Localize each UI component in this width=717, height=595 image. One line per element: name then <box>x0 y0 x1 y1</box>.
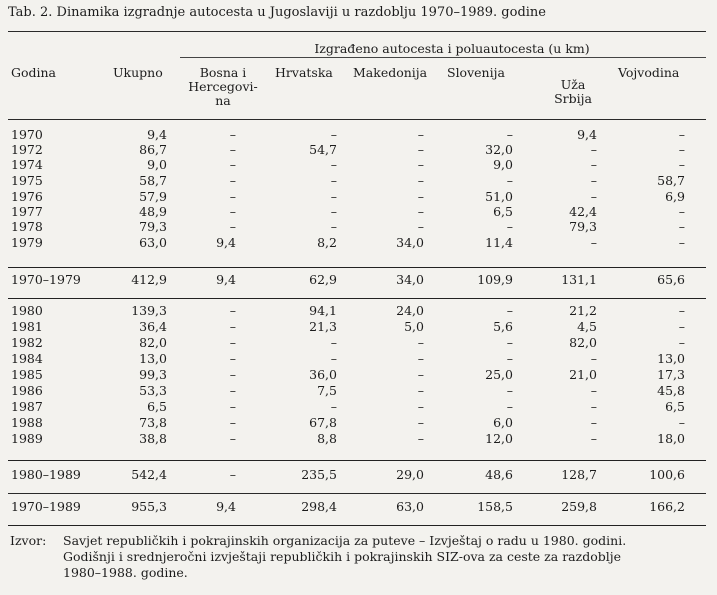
cell-slovenija: – <box>506 335 513 350</box>
cell-hrvatska: 62,9 <box>309 272 337 287</box>
cell-godina: 1985 <box>11 367 43 382</box>
cell-ukupno: 48,9 <box>139 204 167 219</box>
cell-ukupno: 79,3 <box>139 219 167 234</box>
cell-ukupno: 955,3 <box>131 499 167 514</box>
cell-godina: 1976 <box>11 189 43 204</box>
cell-vojvodina: 45,8 <box>657 383 685 398</box>
cell-ukupno: 99,3 <box>139 367 167 382</box>
header-bih-line1: Bosna i <box>199 65 247 80</box>
cell-vojvodina: 100,6 <box>649 467 685 482</box>
header-bottom-rule <box>8 119 706 120</box>
cell-hrvatska: 235,5 <box>301 467 337 482</box>
cell-slovenija: – <box>506 173 513 188</box>
cell-godina: 1977 <box>11 204 43 219</box>
cell-uza-srbija: 4,5 <box>577 319 597 334</box>
cell-uza-srbija: – <box>590 173 597 188</box>
cell-godina: 1988 <box>11 415 43 430</box>
source-line-3: 1980–1988. godine. <box>63 565 188 580</box>
rule-before-total-1980-1989 <box>8 460 706 461</box>
cell-vojvodina: 58,7 <box>657 173 685 188</box>
cell-hrvatska: – <box>330 189 337 204</box>
cell-ukupno: 13,0 <box>139 351 167 366</box>
cell-godina: 1986 <box>11 383 43 398</box>
cell-slovenija: – <box>506 399 513 414</box>
cell-makedonija: 29,0 <box>396 467 424 482</box>
cell-godina: 1989 <box>11 431 43 446</box>
cell-hrvatska: 36,0 <box>309 367 337 382</box>
cell-hrvatska: 8,2 <box>317 235 337 250</box>
cell-godina: 1984 <box>11 351 43 366</box>
cell-uza-srbija: 131,1 <box>561 272 597 287</box>
cell-slovenija: 25,0 <box>485 367 513 382</box>
cell-vojvodina: – <box>678 319 685 334</box>
cell-ukupno: 73,8 <box>139 415 167 430</box>
cell-godina: 1979 <box>11 235 43 250</box>
cell-slovenija: 109,9 <box>477 272 513 287</box>
table-caption: Tab. 2. Dinamika izgradnje autocesta u Jugoslaviji u razdoblju 1970–1989. godine <box>8 5 547 20</box>
cell-vojvodina: – <box>678 235 685 250</box>
cell-makedonija: – <box>417 415 424 430</box>
cell-ukupno: 82,0 <box>139 335 167 350</box>
source-label: Izvor: <box>10 533 47 548</box>
cell-bih: – <box>229 399 236 414</box>
cell-slovenija: – <box>506 219 513 234</box>
cell-vojvodina: 13,0 <box>657 351 685 366</box>
cell-ukupno: 58,7 <box>139 173 167 188</box>
cell-ukupno: 63,0 <box>139 235 167 250</box>
cell-godina: 1974 <box>11 157 43 172</box>
cell-vojvodina: – <box>678 303 685 318</box>
cell-hrvatska: 7,5 <box>317 383 337 398</box>
cell-bih: – <box>229 189 236 204</box>
cell-makedonija: – <box>417 142 424 157</box>
cell-ukupno: 53,3 <box>139 383 167 398</box>
source-line-1: Savjet republičkih i pokrajinskih organizacija za puteve – Izvještaj o radu u 1980. godini. <box>63 533 627 548</box>
header-makedonija: Makedonija <box>353 65 428 80</box>
cell-bih: – <box>229 319 236 334</box>
cell-uza-srbija: – <box>590 235 597 250</box>
cell-bih: – <box>229 431 236 446</box>
cell-ukupno: 139,3 <box>131 303 167 318</box>
cell-makedonija: – <box>417 367 424 382</box>
cell-hrvatska: – <box>330 127 337 142</box>
cell-uza-srbija: 9,4 <box>577 127 597 142</box>
cell-godina: 1978 <box>11 219 43 234</box>
cell-bih: 9,4 <box>216 235 236 250</box>
cell-makedonija: – <box>417 431 424 446</box>
cell-makedonija: – <box>417 127 424 142</box>
cell-uza-srbija: – <box>590 189 597 204</box>
cell-vojvodina: 166,2 <box>649 499 685 514</box>
cell-uza-srbija: – <box>590 399 597 414</box>
cell-uza-srbija: – <box>590 415 597 430</box>
header-srbija-line2: Srbija <box>554 91 592 106</box>
cell-hrvatska: 67,8 <box>309 415 337 430</box>
cell-slovenija: 5,6 <box>493 319 513 334</box>
cell-makedonija: – <box>417 189 424 204</box>
cell-uza-srbija: 42,4 <box>569 204 597 219</box>
cell-bih: – <box>229 157 236 172</box>
cell-makedonija: – <box>417 335 424 350</box>
cell-makedonija: – <box>417 383 424 398</box>
cell-bih: – <box>229 367 236 382</box>
cell-hrvatska: 94,1 <box>309 303 337 318</box>
cell-makedonija: – <box>417 219 424 234</box>
header-bih-line3: na <box>215 93 231 108</box>
cell-uza-srbija: – <box>590 351 597 366</box>
cell-ukupno: 86,7 <box>139 142 167 157</box>
cell-bih: – <box>229 219 236 234</box>
cell-ukupno: 6,5 <box>147 399 167 414</box>
cell-slovenija: 6,0 <box>493 415 513 430</box>
cell-hrvatska: – <box>330 173 337 188</box>
cell-bih: – <box>229 127 236 142</box>
cell-slovenija: 51,0 <box>485 189 513 204</box>
cell-godina: 1970 <box>11 127 43 142</box>
header-srbija-line1: Uža <box>560 77 586 92</box>
cell-bih: – <box>229 415 236 430</box>
header-hrvatska: Hrvatska <box>275 65 333 80</box>
cell-hrvatska: 298,4 <box>301 499 337 514</box>
cell-vojvodina: – <box>678 415 685 430</box>
cell-hrvatska: – <box>330 219 337 234</box>
cell-ukupno: 9,0 <box>147 157 167 172</box>
cell-godina: 1972 <box>11 142 43 157</box>
cell-makedonija: – <box>417 157 424 172</box>
cell-vojvodina: 6,9 <box>665 189 685 204</box>
cell-uza-srbija: 259,8 <box>561 499 597 514</box>
cell-hrvatska: 8,8 <box>317 431 337 446</box>
cell-slovenija: – <box>506 383 513 398</box>
cell-bih: – <box>229 467 236 482</box>
top-rule <box>8 31 706 32</box>
cell-slovenija: – <box>506 303 513 318</box>
cell-vojvodina: – <box>678 142 685 157</box>
source-line-2: Godišnji i srednjeročni izvještaji republičkih i pokrajinskih SIZ-ova za ceste za razdoblje <box>63 549 622 564</box>
cell-uza-srbija: 82,0 <box>569 335 597 350</box>
cell-uza-srbija: – <box>590 383 597 398</box>
cell-vojvodina: – <box>678 127 685 142</box>
cell-slovenija: 11,4 <box>485 235 513 250</box>
cell-bih: – <box>229 383 236 398</box>
spanning-header-rule <box>180 57 706 58</box>
cell-bih: – <box>229 204 236 219</box>
cell-vojvodina: – <box>678 335 685 350</box>
rule-after-grand-total <box>8 525 706 526</box>
cell-bih: – <box>229 173 236 188</box>
header-godina: Godina <box>11 65 57 80</box>
header-vojvodina: Vojvodina <box>618 65 680 80</box>
cell-godina: 1980–1989 <box>11 467 81 482</box>
cell-slovenija: 48,6 <box>485 467 513 482</box>
header-slovenija: Slovenija <box>447 65 505 80</box>
cell-hrvatska: 54,7 <box>309 142 337 157</box>
cell-slovenija: 6,5 <box>493 204 513 219</box>
cell-bih: 9,4 <box>216 272 236 287</box>
cell-makedonija: 63,0 <box>396 499 424 514</box>
cell-ukupno: 36,4 <box>139 319 167 334</box>
cell-slovenija: – <box>506 351 513 366</box>
cell-godina: 1982 <box>11 335 43 350</box>
cell-hrvatska: – <box>330 351 337 366</box>
cell-slovenija: 158,5 <box>477 499 513 514</box>
rule-after-total-1970-1979 <box>8 298 706 299</box>
cell-godina: 1980 <box>11 303 43 318</box>
cell-godina: 1970–1979 <box>11 272 81 287</box>
cell-uza-srbija: 79,3 <box>569 219 597 234</box>
cell-makedonija: – <box>417 204 424 219</box>
cell-makedonija: 34,0 <box>396 272 424 287</box>
cell-uza-srbija: 128,7 <box>561 467 597 482</box>
cell-makedonija: 5,0 <box>404 319 424 334</box>
cell-makedonija: – <box>417 351 424 366</box>
cell-ukupno: 9,4 <box>147 127 167 142</box>
cell-hrvatska: – <box>330 399 337 414</box>
rule-before-grand-total <box>8 493 706 494</box>
cell-vojvodina: 18,0 <box>657 431 685 446</box>
cell-vojvodina: – <box>678 157 685 172</box>
cell-vojvodina: 65,6 <box>657 272 685 287</box>
cell-hrvatska: – <box>330 157 337 172</box>
cell-godina: 1970–1989 <box>11 499 81 514</box>
cell-slovenija: 9,0 <box>493 157 513 172</box>
cell-ukupno: 57,9 <box>139 189 167 204</box>
cell-makedonija: – <box>417 399 424 414</box>
cell-hrvatska: 21,3 <box>309 319 337 334</box>
cell-ukupno: 542,4 <box>131 467 167 482</box>
cell-godina: 1987 <box>11 399 43 414</box>
spanning-header: Izgrađeno autocesta i poluautocesta (u km) <box>314 41 590 56</box>
cell-uza-srbija: – <box>590 157 597 172</box>
cell-uza-srbija: – <box>590 142 597 157</box>
header-ukupno: Ukupno <box>113 65 163 80</box>
cell-bih: – <box>229 142 236 157</box>
cell-hrvatska: – <box>330 335 337 350</box>
cell-godina: 1981 <box>11 319 43 334</box>
cell-hrvatska: – <box>330 204 337 219</box>
cell-vojvodina: 17,3 <box>657 367 685 382</box>
cell-bih: – <box>229 351 236 366</box>
cell-bih: 9,4 <box>216 499 236 514</box>
cell-ukupno: 412,9 <box>131 272 167 287</box>
header-bih-line2: Hercegovi- <box>188 79 258 94</box>
cell-makedonija: – <box>417 173 424 188</box>
rule-before-total-1970-1979 <box>8 267 706 268</box>
cell-ukupno: 38,8 <box>139 431 167 446</box>
cell-bih: – <box>229 335 236 350</box>
cell-slovenija: – <box>506 127 513 142</box>
cell-vojvodina: 6,5 <box>665 399 685 414</box>
cell-slovenija: 12,0 <box>485 431 513 446</box>
cell-makedonija: 24,0 <box>396 303 424 318</box>
cell-bih: – <box>229 303 236 318</box>
cell-vojvodina: – <box>678 219 685 234</box>
cell-makedonija: 34,0 <box>396 235 424 250</box>
cell-godina: 1975 <box>11 173 43 188</box>
cell-vojvodina: – <box>678 204 685 219</box>
cell-slovenija: 32,0 <box>485 142 513 157</box>
cell-uza-srbija: 21,0 <box>569 367 597 382</box>
cell-uza-srbija: – <box>590 431 597 446</box>
cell-uza-srbija: 21,2 <box>569 303 597 318</box>
